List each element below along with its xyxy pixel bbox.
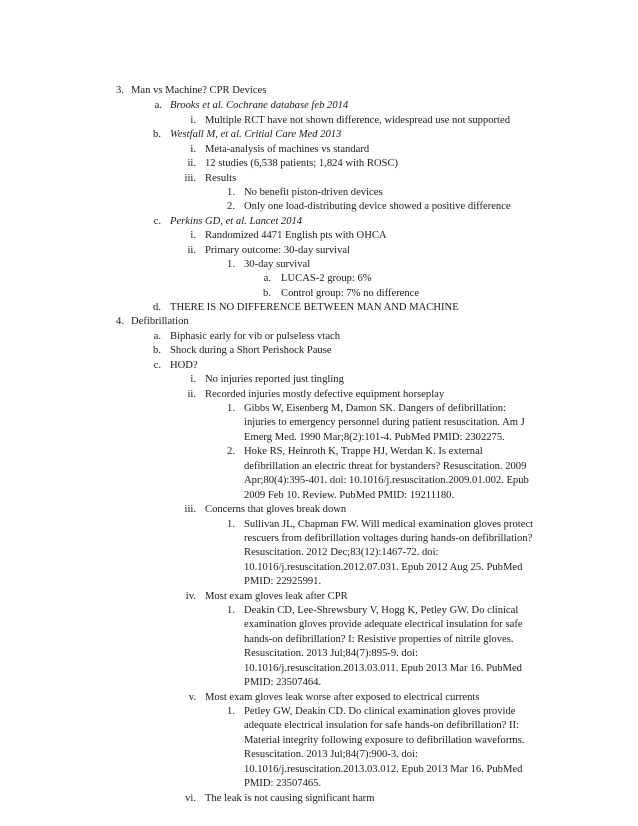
outline-text: Gibbs W, Eisenberg M, Damon SK. Dangers of defibrillation: [244,403,506,414]
outline-marker: i. [190,374,196,385]
outline-text: PMID: 22925991. [244,576,322,587]
outline-marker: ii. [187,158,196,169]
citation-text: Westfall M, et al. Critial Care Med 2013 [170,129,342,140]
outline-text: The leak is not causing significant harm [205,793,375,804]
outline-marker: a. [154,100,162,111]
outline-marker: a. [153,331,161,342]
outline-marker: 2. [227,446,235,457]
outline-marker: b. [153,345,161,356]
outline-text: examination gloves provide adequate electrical insulation for safe [244,619,523,630]
outline-marker: iii. [184,173,196,184]
outline-text: Primary outcome: 30-day survival [205,245,351,256]
outline-text: Material integrity following exposure to defibrillation waveforms. [244,735,525,746]
outline-marker: 4. [116,316,124,327]
outline-text: No injuries reported just tingling [205,374,344,385]
outline-text: HOD? [170,360,198,371]
outline-marker: ii. [187,389,196,400]
outline-text: Recorded injuries mostly defective equipment horseplay [205,389,445,400]
outline-text: LUCAS-2 group: 6% [281,273,372,284]
outline-text: Deakin CD, Lee-Shrewsbury V, Hogg K, Petley GW. Do clinical [244,605,519,616]
outline-text: Randomized 4471 English pts with OHCA [205,230,387,241]
outline-text: Only one load-distributing device showed a positive difference [244,201,511,212]
outline-text: No benefit piston-driven devices [244,187,383,198]
outline-text: Resuscitation. 2012 Dec;83(12):1467-72. doi: [244,547,439,558]
citation-text: Perkins GD, et al. Lancet 2014 [170,216,303,227]
outline-text: 30-day survival [244,259,311,270]
outline-text: rescuers from defibrillation voltages during hands-on defibrillation? [244,533,533,544]
outline-text: Emerg Med. 1990 Mar;8(2):101-4. PubMed PMID: 2302275. [244,432,505,443]
outline-text: Man vs Machine? CPR Devices [131,85,267,96]
outline-marker: c. [153,360,161,371]
outline-text: hands-on defibrillation? I: Resistive properties of nitrile gloves. [244,634,514,645]
outline-marker: 1. [227,605,235,616]
outline-text: Apr;80(4):395-401. doi: 10.1016/j.resuscitation.2009.01.002. Epub [244,475,529,486]
outline-marker: c. [153,216,161,227]
outline-marker: a. [263,273,271,284]
outline-marker: i. [190,144,196,155]
outline-marker: 1. [227,187,235,198]
outline-text: THERE IS NO DIFFERENCE BETWEEN MAN AND MACHINE [170,302,459,313]
outline-text: Resuscitation. 2013 Jul;84(7):900-3. doi: [244,749,418,760]
outline-text: Hoke RS, Heinroth K, Trappe HJ, Werdan K. Is external [244,446,483,457]
outline-text: 10.1016/j.resuscitation.2013.03.011. Epub 2013 Mar 16. PubMed [244,663,522,674]
outline-text: Petley GW, Deakin CD. Do clinical examination gloves provide [244,706,516,717]
outline-marker: vi. [185,793,196,804]
outline-text: Control group: 7% no difference [281,288,420,299]
outline-text: Biphasic early for vib or pulseless vtach [170,331,341,342]
outline-text: Defibrillation [131,316,189,327]
outline-marker: d. [153,302,161,313]
outline-marker: iii. [184,504,196,515]
outline-text: Sullivan JL, Chapman FW. Will medical examination gloves protect [244,519,534,530]
outline-text: Concerns that gloves break down [205,504,347,515]
outline-text: Shock during a Short Perishock Pause [170,345,332,356]
outline-text: adequate electrical insulation for safe hands-on defibrillation? II: [244,720,520,731]
outline-text: Multiple RCT have not shown difference, widespread use not supported [205,115,510,126]
outline-marker: 3. [116,85,124,96]
outline-text: 12 studies (6,538 patients; 1,824 with ROSC) [205,158,399,169]
outline-marker: b. [263,288,271,299]
outline-marker: v. [188,692,196,703]
outline-marker: 1. [227,403,235,414]
outline-text: PMID: 23507464. [244,677,322,688]
citation-text: Brooks et al. Cochrane database feb 2014 [170,100,349,111]
outline-text: 10.1016/j.resuscitation.2012.07.031. Epub 2012 Aug 25. PubMed [244,562,523,573]
outline-marker: b. [153,129,161,140]
outline-marker: ii. [187,245,196,256]
outline-text: 10.1016/j.resuscitation.2013.03.012. Epub 2013 Mar 16. PubMed [244,764,523,775]
outline-text: Most exam gloves leak after CPR [205,591,348,602]
outline-text: Results [205,173,237,184]
outline-text: Resuscitation. 2013 Jul;84(7):895-9. doi: [244,648,418,659]
outline-marker: 1. [227,706,235,717]
outline-marker: i. [190,115,196,126]
outline-text: Most exam gloves leak worse after exposed to electrical currents [205,692,480,703]
outline-text: injuries to emergency personnel during patient resuscitation. Am J [244,417,525,428]
outline-text: PMID: 23507465. [244,778,322,789]
outline-text: Meta-analysis of machines vs standard [205,144,370,155]
outline-text: 2009 Feb 10. Review. PubMed PMID: 19211180. [244,490,455,501]
outline-marker: 1. [227,259,235,270]
outline-marker: 2. [227,201,235,212]
outline-marker: i. [190,230,196,241]
outline-text: defibrillation an electric threat for bystanders? Resuscitation. 2009 [244,461,527,472]
outline-marker: iv. [185,591,196,602]
outline-marker: 1. [227,519,235,530]
